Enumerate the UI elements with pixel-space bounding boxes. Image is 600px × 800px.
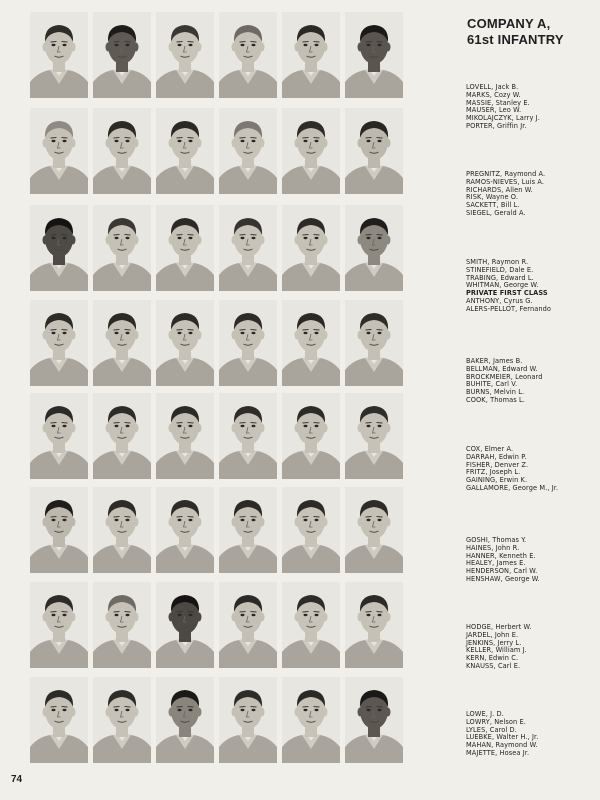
soldier-name: MARKS, Cozy W. <box>466 90 521 99</box>
soldier-name: JARDEL, John E. <box>466 630 519 639</box>
portrait-photo <box>156 12 214 98</box>
portrait-photo <box>30 108 88 194</box>
soldier-name: MASSIE, Stanley E. <box>466 98 530 107</box>
soldier-name: LYLES, Carol D. <box>466 725 517 734</box>
portrait-photo <box>345 205 403 291</box>
soldier-name: SACKETT, Bill L. <box>466 201 520 210</box>
name-list <box>466 84 596 131</box>
page-number: 74 <box>11 774 23 785</box>
portrait-photo <box>282 677 340 763</box>
name-list <box>466 358 596 405</box>
portrait-photo <box>219 677 277 763</box>
portrait-photo <box>345 487 403 573</box>
portrait-photo <box>93 677 151 763</box>
portrait-photo <box>156 300 214 386</box>
soldier-name: KERN, Edwin C. <box>466 654 519 663</box>
portrait-photo <box>93 487 151 573</box>
portrait-photo <box>219 487 277 573</box>
name-list <box>466 171 596 218</box>
portrait-photo <box>156 205 214 291</box>
soldier-name: BURNS, Melvin L. <box>466 388 525 397</box>
portrait-photo <box>282 300 340 386</box>
soldier-name: ALERS-PELLOT, Fernando <box>466 304 552 313</box>
name-list <box>466 537 596 584</box>
unit-heading: 61st INFANTRY <box>467 32 564 47</box>
soldier-name: BAKER, James B. <box>466 357 523 365</box>
soldier-name: BUHITE, Carl V. <box>466 380 518 389</box>
soldier-name: FISHER, Denver Z. <box>466 460 529 469</box>
soldier-name: COX, Elmer A. <box>466 445 514 453</box>
soldier-name: MAUSER, Leo W. <box>466 106 522 115</box>
soldier-name: LOWE, J. D. <box>466 710 504 718</box>
soldier-name: PORTER, Griffin Jr. <box>466 121 527 130</box>
portrait-photo <box>219 205 277 291</box>
portrait-photo <box>219 300 277 386</box>
soldier-name: WHITMAN, George W. <box>466 281 539 290</box>
soldier-name: HEALEY, James E. <box>466 559 526 568</box>
portrait-photo <box>156 393 214 479</box>
portrait-photo <box>30 205 88 291</box>
portrait-photo <box>93 108 151 194</box>
name-list <box>466 624 596 671</box>
portrait-photo <box>282 582 340 668</box>
soldier-name: JENKINS, Jerry L. <box>466 638 522 647</box>
portrait-photo <box>156 487 214 573</box>
soldier-name: HAINES, John R. <box>466 543 520 552</box>
portrait-photo <box>30 393 88 479</box>
name-list <box>466 446 596 493</box>
portrait-photo <box>93 582 151 668</box>
portrait-photo <box>345 393 403 479</box>
portrait-photo <box>345 12 403 98</box>
soldier-name: DARRAH, Edwin P. <box>466 452 527 461</box>
portrait-photo <box>93 12 151 98</box>
soldier-name: GAINING, Erwin K. <box>466 476 528 485</box>
portrait-photo <box>219 582 277 668</box>
portrait-photo <box>345 300 403 386</box>
portrait-grid <box>30 12 406 772</box>
soldier-name: GALLAMORE, George M., Jr. <box>466 483 559 492</box>
soldier-name: RICHARDS, Allen W. <box>466 185 533 194</box>
soldier-name: TRABING, Edward L. <box>466 273 534 282</box>
soldier-name: GOSHI, Thomas Y. <box>466 536 527 544</box>
rank-heading: PRIVATE FIRST CLASS <box>466 289 548 298</box>
portrait-photo <box>156 677 214 763</box>
soldier-name: BROCKMEIER, Leonard <box>466 372 543 381</box>
soldier-name: BELLMAN, Edward W. <box>466 364 538 373</box>
soldier-name: HODGE, Herbert W. <box>466 623 532 631</box>
soldier-name: COOK, Thomas L. <box>466 395 526 404</box>
soldier-name: LOWRY, Nelson E. <box>466 717 526 726</box>
soldier-name: RAMOS-NIEVES, Luis A. <box>466 177 545 186</box>
soldier-name: FRITZ, Joseph L. <box>466 468 521 477</box>
soldier-name: HENDERSON, Carl W. <box>466 567 538 576</box>
name-list <box>466 711 596 758</box>
portrait-photo <box>93 300 151 386</box>
portrait-photo <box>30 12 88 98</box>
soldier-name: LOVELL, Jack B. <box>466 83 519 91</box>
soldier-name: SMITH, Raymon R. <box>466 258 529 266</box>
portrait-photo <box>345 108 403 194</box>
portrait-photo <box>282 12 340 98</box>
soldier-name: MAJETTE, Hosea Jr. <box>466 748 530 757</box>
portrait-photo <box>93 205 151 291</box>
soldier-name: STINEFIELD, Dale E. <box>466 265 534 274</box>
portrait-photo <box>156 582 214 668</box>
portrait-photo <box>30 677 88 763</box>
soldier-name: HANNER, Kenneth E. <box>466 551 536 560</box>
soldier-name: LUEBKE, Walter H., Jr. <box>466 733 539 742</box>
page-heading <box>467 16 597 48</box>
company-heading: COMPANY A, <box>467 16 551 31</box>
portrait-photo <box>282 205 340 291</box>
portrait-photo <box>156 108 214 194</box>
soldier-name: PREGNITZ, Raymond A. <box>466 170 546 178</box>
portrait-photo <box>219 393 277 479</box>
portrait-photo <box>30 582 88 668</box>
name-list <box>466 259 596 314</box>
portrait-photo <box>345 677 403 763</box>
soldier-name: ANTHONY, Cyrus G. <box>466 296 533 305</box>
soldier-name: RISK, Wayne O. <box>466 193 519 202</box>
portrait-photo <box>282 108 340 194</box>
soldier-name: MIKOLAJCZYK, Larry J. <box>466 114 540 123</box>
portrait-photo <box>93 393 151 479</box>
portrait-photo <box>282 393 340 479</box>
portrait-photo <box>219 108 277 194</box>
soldier-name: HENSHAW, George W. <box>466 574 540 583</box>
soldier-name: SIEGEL, Gerald A. <box>466 208 526 217</box>
soldier-name: KELLER, William J. <box>466 646 527 655</box>
portrait-photo <box>30 487 88 573</box>
portrait-photo <box>282 487 340 573</box>
soldier-name: KNAUSS, Carl E. <box>466 661 521 670</box>
portrait-photo <box>345 582 403 668</box>
portrait-photo <box>219 12 277 98</box>
soldier-name: MAHAN, Raymond W. <box>466 741 538 750</box>
portrait-photo <box>30 300 88 386</box>
